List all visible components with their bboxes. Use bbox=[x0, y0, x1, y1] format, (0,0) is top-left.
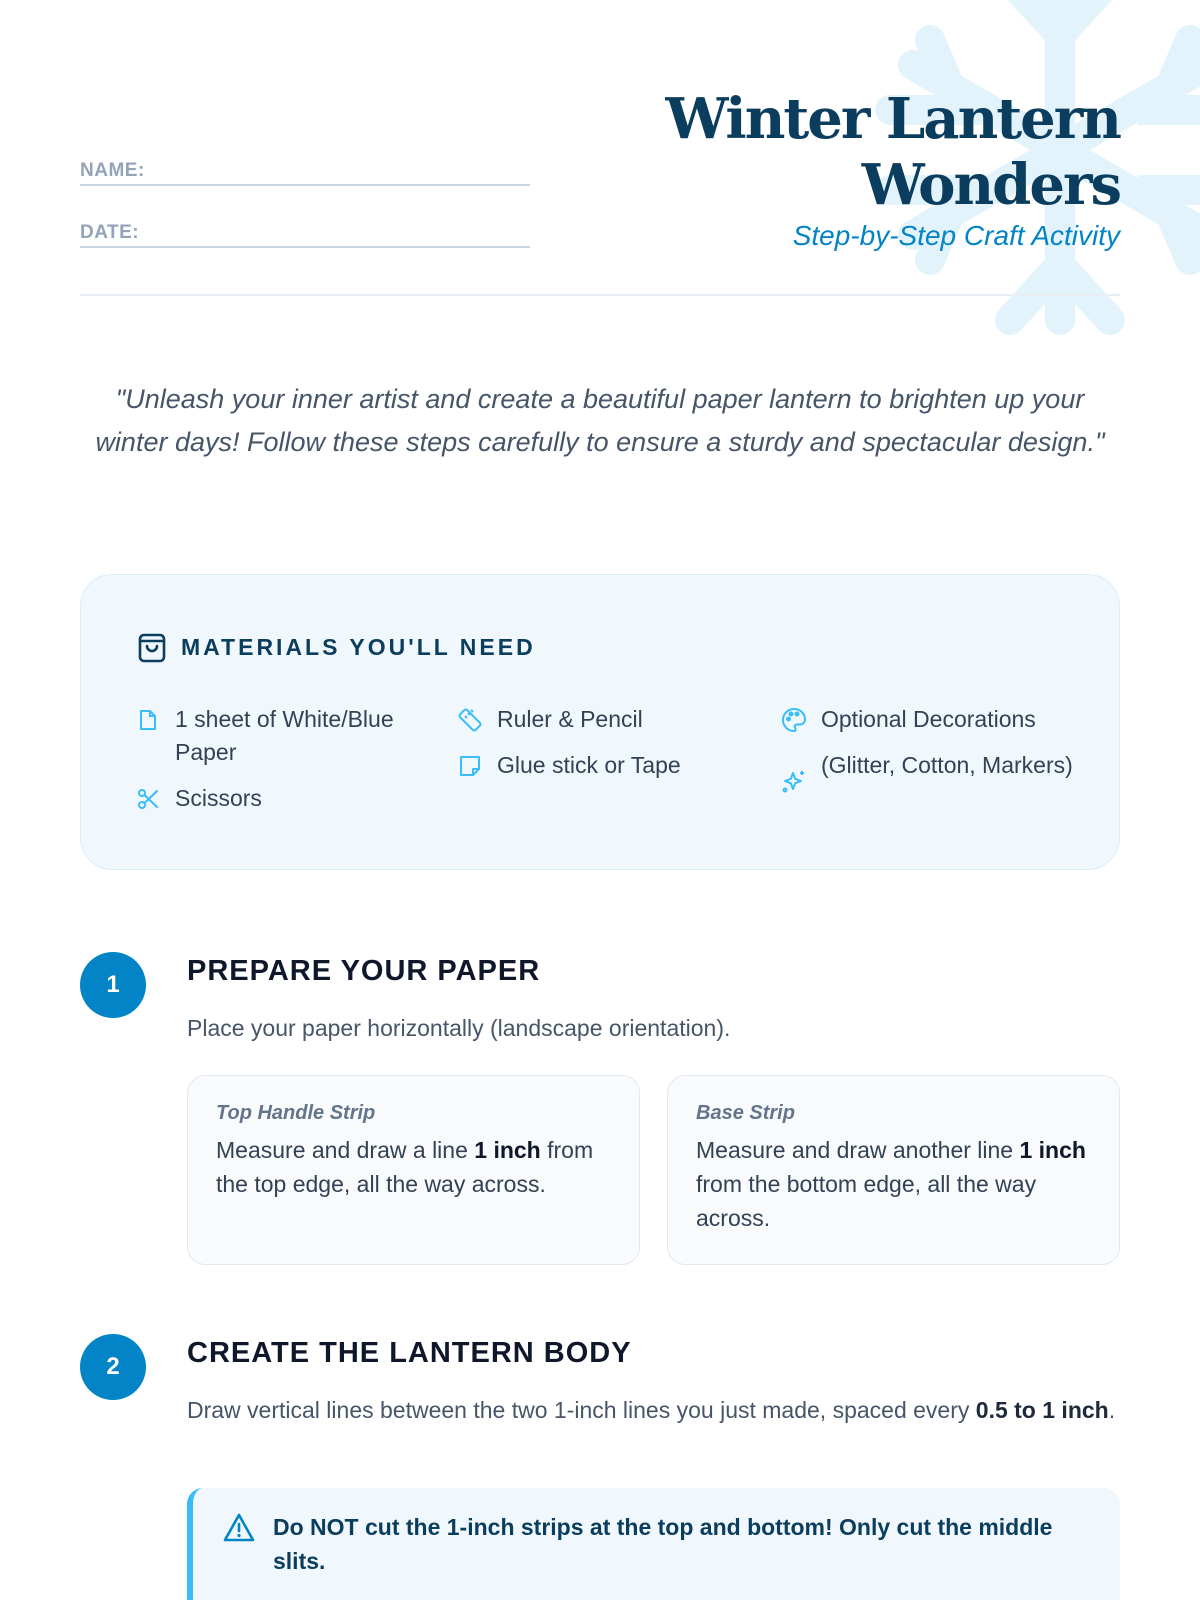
step-title: PREPARE YOUR PAPER bbox=[187, 955, 541, 987]
shopping-bag-icon bbox=[137, 631, 167, 663]
material-item bbox=[135, 782, 425, 815]
card-body: Measure and draw a line 1 inch from the top edge, all the way across. bbox=[216, 1137, 594, 1197]
scissors-icon bbox=[135, 782, 161, 815]
name-label: NAME: bbox=[80, 160, 145, 181]
sparkles-icon bbox=[781, 749, 807, 815]
material-item bbox=[457, 749, 747, 782]
materials-column-1 bbox=[135, 703, 425, 828]
title-line-1: Winter Lantern bbox=[665, 86, 1120, 152]
worksheet-header bbox=[80, 0, 1120, 296]
card-title: Top Handle Strip bbox=[216, 1102, 376, 1124]
material-label: Ruler & Pencil bbox=[497, 706, 643, 732]
material-label: Scissors bbox=[175, 785, 262, 811]
instruction-card bbox=[667, 1075, 1120, 1265]
materials-panel bbox=[80, 574, 1120, 870]
ruler-icon bbox=[457, 703, 483, 736]
step-number-badge: 1 bbox=[80, 952, 146, 1018]
material-item bbox=[135, 703, 425, 769]
date-label: DATE: bbox=[80, 222, 140, 243]
date-field[interactable] bbox=[80, 222, 530, 248]
materials-heading-text: MATERIALS YOU'LL NEED bbox=[181, 633, 536, 660]
material-item bbox=[781, 749, 1081, 815]
warning-callout bbox=[187, 1488, 1120, 1600]
material-label: Glue stick or Tape bbox=[497, 752, 681, 778]
material-item bbox=[781, 703, 1081, 736]
card-title: Base Strip bbox=[696, 1102, 795, 1124]
palette-icon bbox=[781, 703, 807, 736]
page-title bbox=[560, 86, 1120, 218]
instruction-card bbox=[187, 1075, 640, 1265]
sticky-note-icon bbox=[457, 749, 483, 782]
materials-column-2 bbox=[457, 703, 747, 795]
step-text: Draw vertical lines between the two 1-inch lines you just made, spaced every 0.5 to 1 inch. bbox=[187, 1397, 1116, 1423]
page-subtitle: Step-by-Step Craft Activity bbox=[792, 220, 1120, 251]
warning-text: Do NOT cut the 1-inch strips at the top and bottom! Only cut the middle slits. bbox=[273, 1514, 1053, 1574]
warning-icon bbox=[223, 1512, 255, 1544]
name-field[interactable] bbox=[80, 160, 530, 186]
intro-quote: "Unleash your inner artist and create a beautiful paper lantern to brighten up your winter days! Follow these steps carefully to ensure a sturdy and spectacular design." bbox=[95, 384, 1105, 457]
paper-icon bbox=[135, 703, 161, 736]
step-number-badge: 2 bbox=[80, 1334, 146, 1400]
material-item bbox=[457, 703, 747, 736]
step-title: CREATE THE LANTERN BODY bbox=[187, 1337, 632, 1369]
card-body: Measure and draw another line 1 inch from the bottom edge, all the way across. bbox=[696, 1137, 1086, 1231]
material-label: Optional Decorations bbox=[821, 706, 1036, 732]
materials-column-3 bbox=[781, 703, 1081, 828]
step-text: Place your paper horizontally (landscape orientation). bbox=[187, 1015, 731, 1041]
title-line-2: Wonders bbox=[861, 152, 1120, 218]
material-label: 1 sheet of White/Blue Paper bbox=[175, 706, 394, 765]
material-label: (Glitter, Cotton, Markers) bbox=[821, 752, 1073, 778]
title-block bbox=[560, 86, 1120, 252]
materials-heading bbox=[137, 631, 536, 663]
